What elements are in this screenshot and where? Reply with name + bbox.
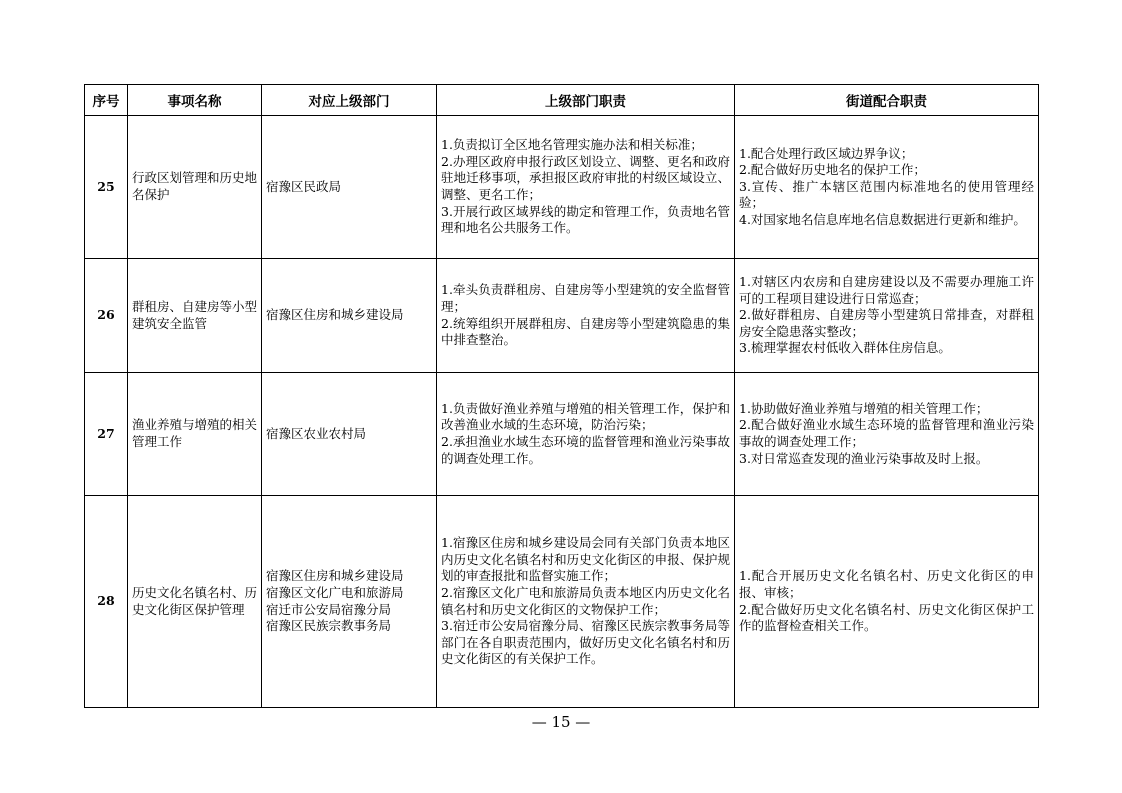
table-row [85,259,1039,373]
department-line: 宿豫区民族宗教事务局 [266,618,392,634]
duty-item: 1.牵头负责群租房、自建房等小型建筑的安全监督管理； [441,282,730,314]
department-line: 宿豫区住房和城乡建设局 [266,307,404,323]
upper-duty [437,373,735,496]
header-upper-dept: 对应上级部门 [262,85,437,116]
duty-item: 1.配合处理行政区域边界争议； [739,145,914,161]
table-row [85,373,1039,496]
department-line: 宿豫区住房和城乡建设局 [266,568,404,584]
page-number: — 15 — [531,713,591,731]
row-number: 25 [85,116,128,259]
duty-item: 4.对国家地名信息库地名信息数据进行更新和维护。 [739,211,1026,227]
item-name: 渔业养殖与增殖的相关管理工作 [128,373,262,496]
duty-item: 3.宣传、推广本辖区范围内标准地名的使用管理经验； [739,178,1034,211]
table-row [85,116,1039,259]
department-line: 宿豫区文化广电和旅游局 [266,584,404,600]
item-name: 历史文化名镇名村、历史文化街区保护管理 [128,496,262,708]
upper-duty [437,259,735,373]
duty-item: 2.做好群租房、自建房等小型建筑日常排查，对群租房安全隐患落实整改； [739,307,1034,339]
row-number: 26 [85,259,128,373]
department-line: 宿豫区农业农村局 [266,425,367,441]
duty-item: 1.负责拟订全区地名管理实施办法和相关标准； [441,137,703,153]
item-name: 群租房、自建房等小型建筑安全监管 [128,259,262,373]
duty-item: 2.统筹组织开展群租房、自建房等小型建筑隐患的集中排查整治。 [441,315,730,348]
table-header-row [85,85,1039,116]
table-row [85,496,1039,708]
upper-duty [437,496,735,708]
item-name: 行政区划管理和历史地名保护 [128,116,262,259]
upper-duty [437,116,735,259]
upper-department [262,116,437,259]
row-number: 28 [85,496,128,708]
street-duty [735,259,1039,373]
header-num: 序号 [85,85,128,116]
row-number: 27 [85,373,128,496]
header-street-duty: 街道配合职责 [735,85,1039,116]
header-item-name: 事项名称 [128,85,262,116]
duty-item: 2.承担渔业水域生态环境的监督管理和渔业污染事故的调查处理工作。 [441,434,730,466]
duty-item: 2.配合做好历史地名的保护工作； [739,162,926,178]
duty-item: 1.协助做好渔业养殖与增殖的相关管理工作； [739,400,989,416]
street-duty [735,496,1039,708]
duty-item: 2.宿豫区文化广电和旅游局负责本地区内历史文化名镇名村和历史文化街区的文物保护工作； [441,584,730,617]
street-duty [735,116,1039,259]
duty-item: 1.负责做好渔业养殖与增殖的相关管理工作，保护和改善渔业水域的生态环境，防治污染； [441,400,730,433]
duty-item: 2.办理区政府申报行政区划设立、调整、更名和政府驻地迁移事项，承担报区政府审批的村级区域设立、调整、更名工作； [441,153,730,202]
department-line: 宿豫区民政局 [266,178,342,194]
duty-item: 3.梳理掌握农村低收入群体住房信息。 [739,340,951,356]
street-duty [735,373,1039,496]
duty-item: 3.开展行政区域界线的勘定和管理工作，负责地名管理和地名公共服务工作。 [441,203,730,236]
upper-department [262,259,437,373]
duty-item: 3.对日常巡查发现的渔业污染事故及时上报。 [739,450,989,466]
duty-item: 1.宿豫区住房和城乡建设局会同有关部门负责本地区内历史文化名镇名村和历史文化街区的申报、保护规划的审查报批和监督实施工作； [441,535,730,584]
duty-item: 2.配合做好渔业水域生态环境的监督管理和渔业污染事故的调查处理工作； [739,417,1034,449]
responsibility-table [84,84,1039,708]
duty-item: 1.配合开展历史文化名镇名村、历史文化街区的申报、审核； [739,568,1034,600]
header-upper-duty: 上级部门职责 [437,85,735,116]
duty-item: 3.宿迁市公安局宿豫分局、宿豫区民族宗教事务局等部门在各自职责范围内，做好历史文化名镇名村和历史文化街区的有关保护工作。 [441,618,730,667]
upper-department [262,373,437,496]
duty-item: 1.对辖区内农房和自建房建设以及不需要办理施工许可的工程项目建设进行日常巡查； [739,274,1034,306]
department-line: 宿迁市公安局宿豫分局 [266,601,392,617]
duty-item: 2.配合做好历史文化名镇名村、历史文化街区保护工作的监督检查相关工作。 [739,601,1034,634]
upper-department [262,496,437,708]
